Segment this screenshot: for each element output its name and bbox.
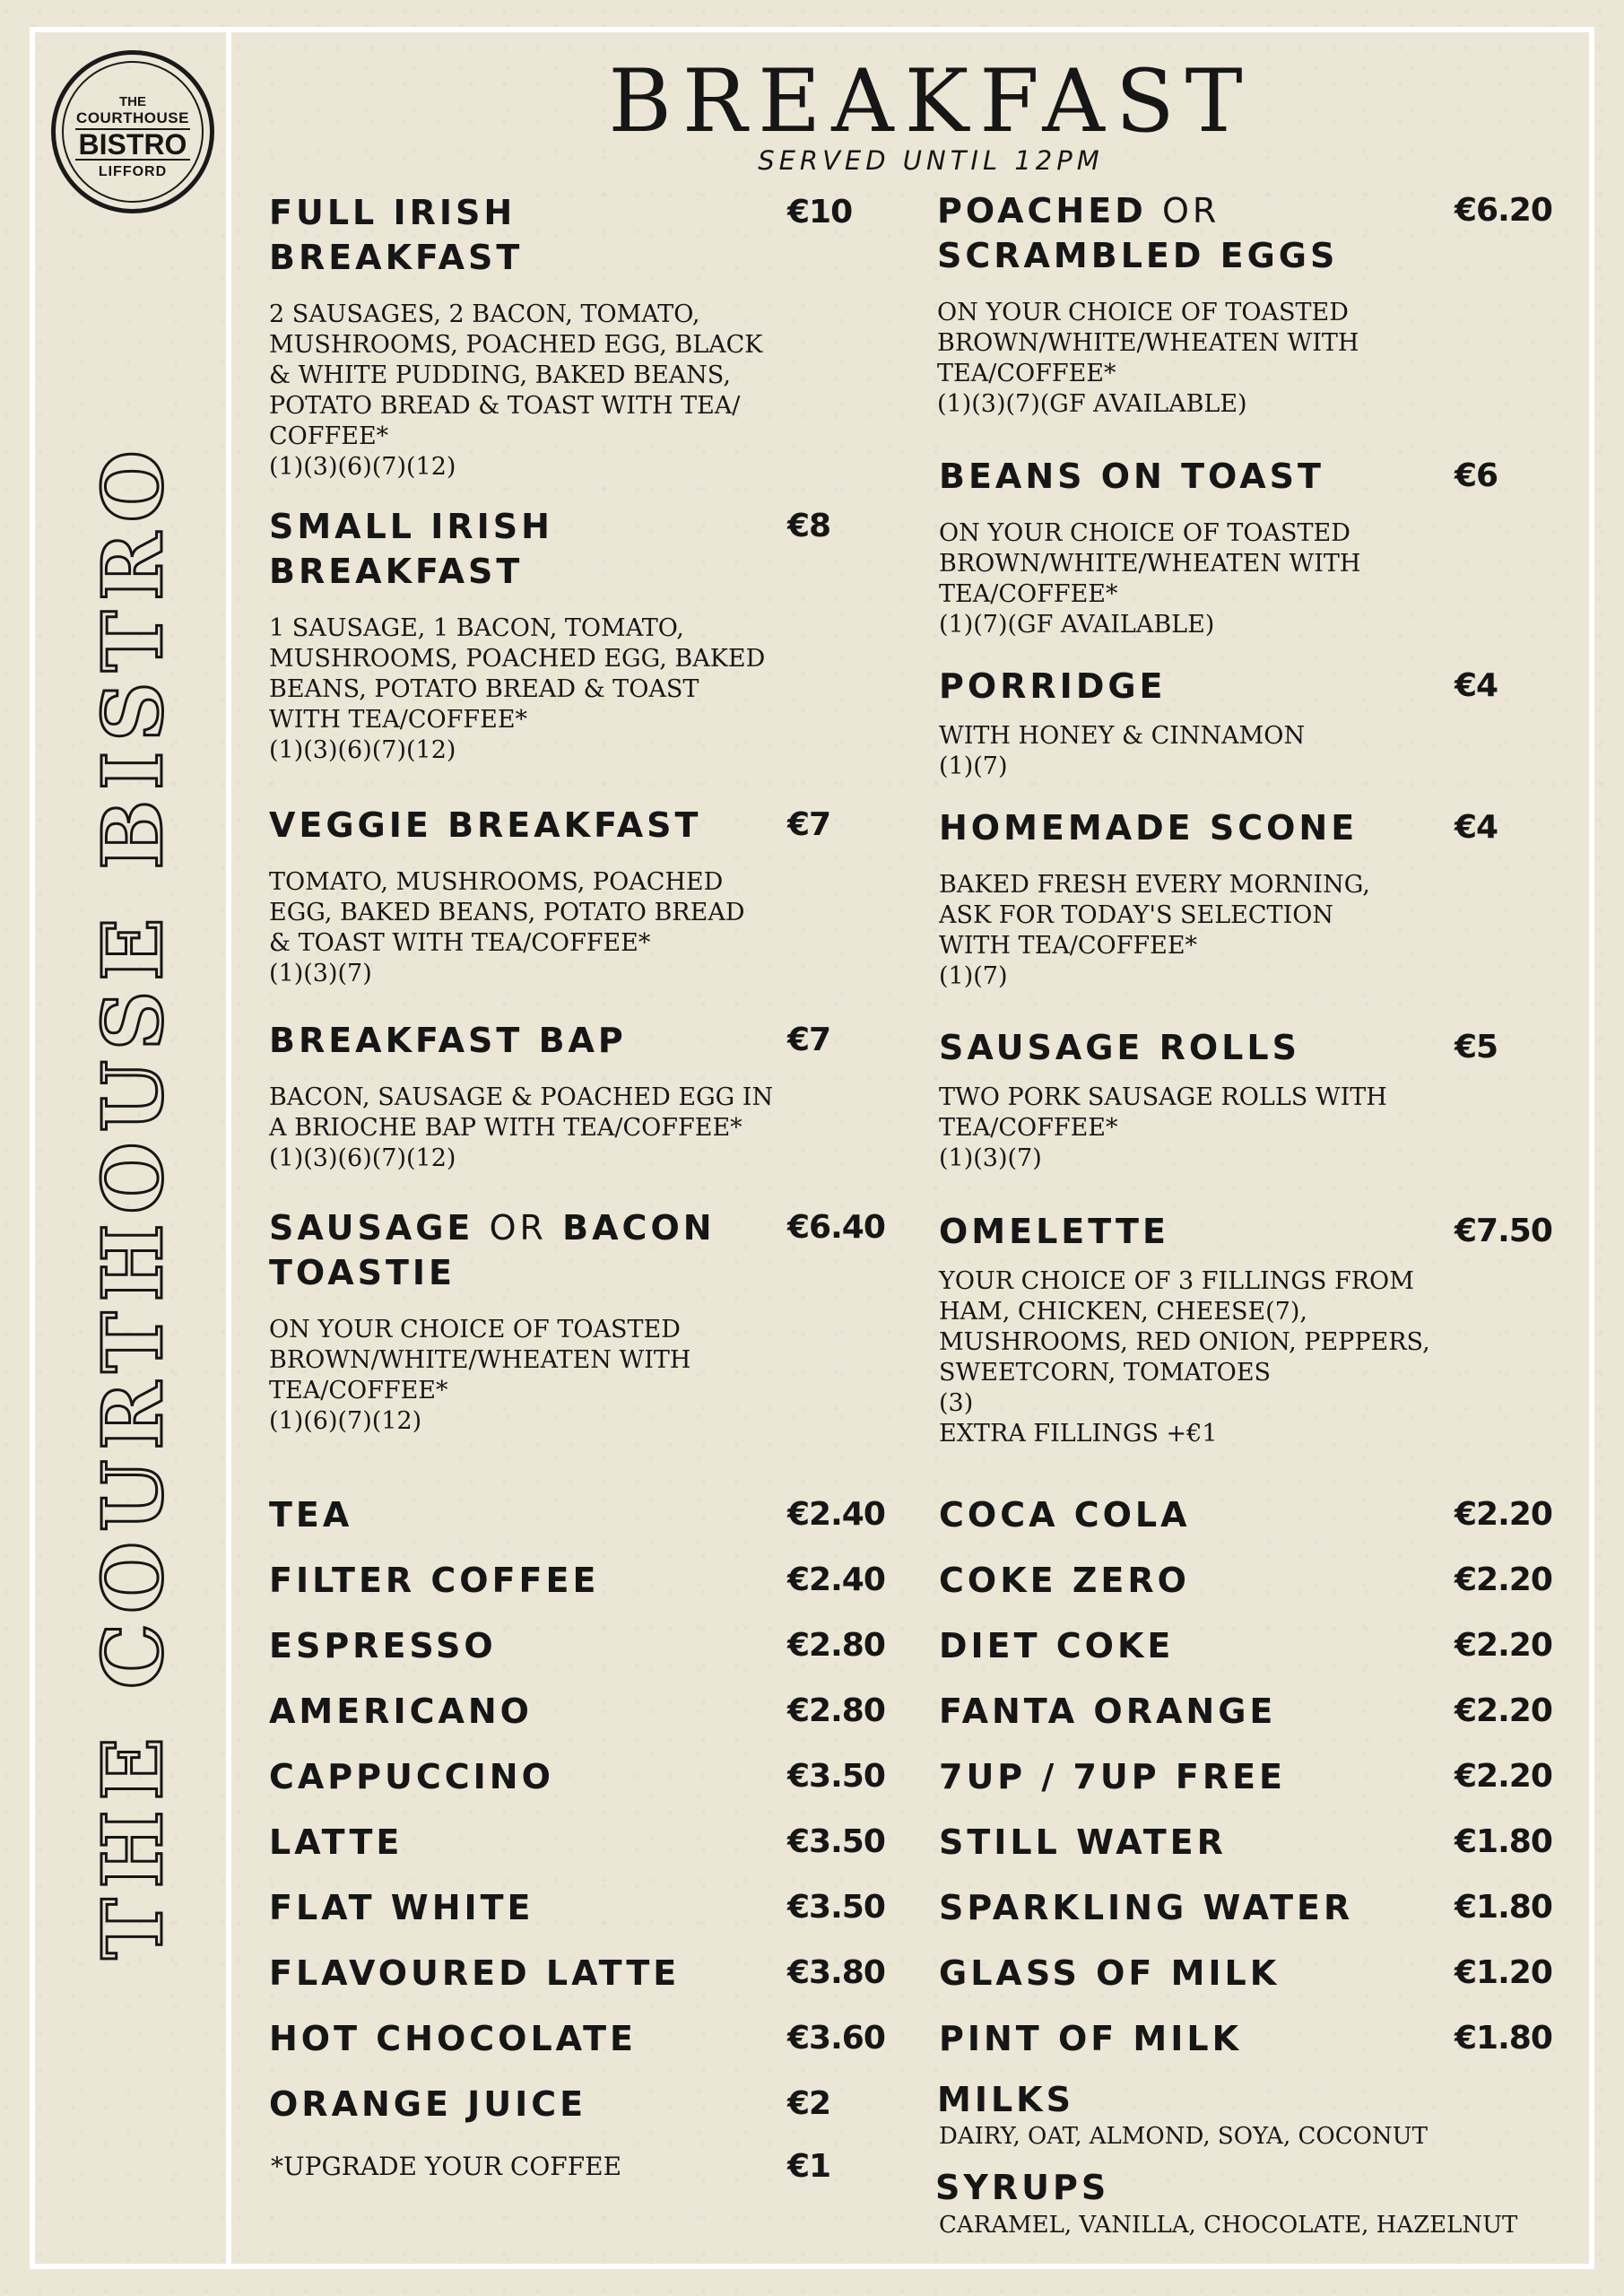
drink-name: FLAVOURED LATTE bbox=[269, 1953, 681, 1993]
drink-name: HOT CHOCOLATE bbox=[269, 2019, 637, 2058]
item-price: €7 bbox=[787, 806, 831, 843]
drink-name: TEA bbox=[269, 1495, 353, 1535]
drink-price: €3.50 bbox=[787, 1889, 885, 1926]
item-allergens: (1)(7) bbox=[939, 752, 1008, 780]
vertical-brand-text: THE COURTHOUSE BISTRO bbox=[84, 440, 181, 1960]
logo-lifford: LIFFORD bbox=[98, 164, 168, 179]
item-name: HOMEMADE SCONE bbox=[939, 808, 1359, 848]
drink-price: €2.40 bbox=[787, 1561, 885, 1598]
item-name: OMELETTE bbox=[939, 1212, 1169, 1251]
menu-item bbox=[269, 1205, 915, 1437]
item-allergens: (1)(7) bbox=[939, 962, 1008, 990]
drink-price: €1.80 bbox=[1455, 1823, 1552, 1860]
item-description: YOUR CHOICE OF 3 FILLINGS FROM HAM, CHICKEN, CHEESE(7), MUSHROOMS, RED ONION, PEPPERS, SWEETCORN, TOMATOES bbox=[939, 1267, 1430, 1387]
drink-name: FANTA ORANGE bbox=[939, 1692, 1277, 1731]
item-description: WITH HONEY & CINNAMON bbox=[939, 722, 1306, 750]
menu-item bbox=[269, 1018, 915, 1174]
upgrade-note: *UPGRADE YOUR COFFEE bbox=[271, 2152, 622, 2181]
item-description: ON YOUR CHOICE OF TOASTED BROWN/WHITE/WHEATEN WITH TEA/COFFEE* bbox=[937, 299, 1359, 387]
upgrade-price: €1 bbox=[787, 2148, 831, 2185]
syrups-title: SYRUPS bbox=[935, 2168, 1110, 2207]
item-price: €7.50 bbox=[1455, 1213, 1552, 1249]
item-name: SMALL IRISH BREAKFAST bbox=[269, 507, 553, 591]
menu-item bbox=[269, 504, 915, 766]
menu-item bbox=[939, 664, 1567, 782]
drink-name: COKE ZERO bbox=[939, 1561, 1190, 1600]
menu-item bbox=[937, 188, 1565, 420]
drink-price: €1.80 bbox=[1455, 2020, 1552, 2057]
item-allergens: (1)(3)(7) bbox=[269, 960, 372, 987]
item-price: €8 bbox=[787, 508, 831, 544]
logo-the: THE bbox=[119, 94, 146, 109]
drink-price: €3.50 bbox=[787, 1823, 885, 1860]
item-allergens: (1)(6)(7)(12) bbox=[269, 1407, 422, 1435]
item-description: BACON, SAUSAGE & POACHED EGG IN A BRIOCHE BAP WITH TEA/COFFEE* bbox=[269, 1083, 774, 1142]
item-name: FULL IRISH BREAKFAST bbox=[269, 193, 524, 277]
logo-bistro: BISTRO bbox=[75, 128, 190, 161]
drink-name: PINT OF MILK bbox=[939, 2019, 1243, 2058]
item-name: POACHED OR SCRAMBLED EGGS bbox=[937, 191, 1339, 275]
item-description: ON YOUR CHOICE OF TOASTED BROWN/WHITE/WHEATEN WITH TEA/COFFEE* bbox=[269, 1316, 691, 1405]
item-description: TOMATO, MUSHROOMS, POACHED EGG, BAKED BEANS, POTATO BREAD & TOAST WITH TEA/COFFEE* bbox=[269, 868, 745, 957]
item-description: BAKED FRESH EVERY MORNING, ASK FOR TODAY'S SELECTION WITH TEA/COFFEE* bbox=[939, 871, 1370, 960]
drink-price: €1.20 bbox=[1455, 1954, 1552, 1991]
item-price: €10 bbox=[787, 194, 853, 230]
drink-price: €1.80 bbox=[1455, 1889, 1552, 1926]
menu-item bbox=[939, 454, 1567, 640]
syrups-options: CARAMEL, VANILLA, CHOCOLATE, HAZELNUT bbox=[939, 2212, 1518, 2239]
item-allergens: (1)(3)(6)(7)(12) bbox=[269, 453, 456, 481]
item-allergens: (1)(3)(6)(7)(12) bbox=[269, 1144, 456, 1172]
drink-price: €2.80 bbox=[787, 1692, 885, 1729]
bistro-logo bbox=[51, 50, 214, 213]
item-price: €4 bbox=[1455, 667, 1498, 704]
logo-courthouse: COURTHOUSE bbox=[76, 109, 189, 126]
drink-price: €2.20 bbox=[1455, 1627, 1552, 1664]
drink-name: AMERICANO bbox=[269, 1692, 533, 1731]
item-name: VEGGIE BREAKFAST bbox=[269, 805, 702, 845]
drink-price: €3.60 bbox=[787, 2020, 885, 2057]
drink-name: 7UP / 7UP FREE bbox=[939, 1757, 1286, 1796]
drink-price: €2.20 bbox=[1455, 1758, 1552, 1795]
menu-item bbox=[269, 803, 915, 989]
item-price: €4 bbox=[1455, 809, 1498, 846]
item-name: BEANS ON TOAST bbox=[939, 457, 1324, 496]
milks-options: DAIRY, OAT, ALMOND, SOYA, COCONUT bbox=[939, 2123, 1428, 2150]
page-subtitle: SERVED UNTIL 12PM bbox=[758, 145, 1104, 176]
item-price: €6.20 bbox=[1455, 192, 1552, 229]
drink-name: CAPPUCCINO bbox=[269, 1757, 554, 1796]
item-name: BREAKFAST BAP bbox=[269, 1021, 627, 1060]
menu-item bbox=[939, 1209, 1567, 1449]
drink-price: €2.20 bbox=[1455, 1692, 1552, 1729]
drink-price: €3.80 bbox=[787, 1954, 885, 1991]
drink-price: €2.80 bbox=[787, 1627, 885, 1664]
item-description: 1 SAUSAGE, 1 BACON, TOMATO, MUSHROOMS, POACHED EGG, BAKED BEANS, POTATO BREAD & TOAST WITH TEA/COFFEE* bbox=[269, 614, 766, 734]
item-description: 2 SAUSAGES, 2 BACON, TOMATO, MUSHROOMS, POACHED EGG, BLACK & WHITE PUDDING, BAKED BEANS, POTATO BREAD & TOAST WITH TEA/ COFFEE* bbox=[269, 300, 763, 450]
item-allergens: (1)(3)(6)(7)(12) bbox=[269, 736, 456, 764]
item-price: €6.40 bbox=[787, 1209, 885, 1246]
drink-price: €2 bbox=[787, 2085, 831, 2122]
item-price: €7 bbox=[787, 1022, 831, 1058]
drink-price: €2.20 bbox=[1455, 1496, 1552, 1533]
drink-price: €2.40 bbox=[787, 1496, 885, 1533]
drink-name: STILL WATER bbox=[939, 1822, 1227, 1862]
item-price: €5 bbox=[1455, 1029, 1498, 1065]
drink-name: COCA COLA bbox=[939, 1495, 1191, 1535]
item-name: PORRIDGE bbox=[939, 666, 1167, 706]
drink-name: SPARKLING WATER bbox=[939, 1888, 1354, 1927]
menu-item bbox=[939, 1025, 1567, 1174]
item-allergens: (1)(3)(7)(GF AVAILABLE) bbox=[937, 390, 1247, 418]
page-title: BREAKFAST bbox=[608, 51, 1254, 152]
item-allergens: (1)(7)(GF AVAILABLE) bbox=[939, 611, 1215, 639]
menu-item bbox=[269, 190, 915, 483]
drink-price: €3.50 bbox=[787, 1758, 885, 1795]
drink-name: FLAT WHITE bbox=[269, 1888, 534, 1927]
drink-name: DIET COKE bbox=[939, 1626, 1175, 1665]
item-name: SAUSAGE ROLLS bbox=[939, 1028, 1300, 1067]
milks-title: MILKS bbox=[937, 2080, 1074, 2119]
drink-name: ESPRESSO bbox=[269, 1626, 497, 1665]
drink-name: GLASS OF MILK bbox=[939, 1953, 1281, 1993]
item-allergens: (1)(3)(7) bbox=[939, 1144, 1042, 1172]
item-description: TWO PORK SAUSAGE ROLLS WITH TEA/COFFEE* bbox=[939, 1083, 1387, 1142]
drink-name: FILTER COFFEE bbox=[269, 1561, 600, 1600]
drink-price: €2.20 bbox=[1455, 1561, 1552, 1598]
drink-name: ORANGE JUICE bbox=[269, 2084, 587, 2124]
menu-item bbox=[939, 805, 1567, 992]
item-description: ON YOUR CHOICE OF TOASTED BROWN/WHITE/WHEATEN WITH TEA/COFFEE* bbox=[939, 519, 1361, 608]
drink-name: LATTE bbox=[269, 1822, 404, 1862]
item-allergens: (3) EXTRA FILLINGS +€1 bbox=[939, 1389, 1218, 1448]
item-name: SAUSAGE OR BACON TOASTIE bbox=[269, 1208, 716, 1292]
item-price: €6 bbox=[1455, 457, 1498, 494]
